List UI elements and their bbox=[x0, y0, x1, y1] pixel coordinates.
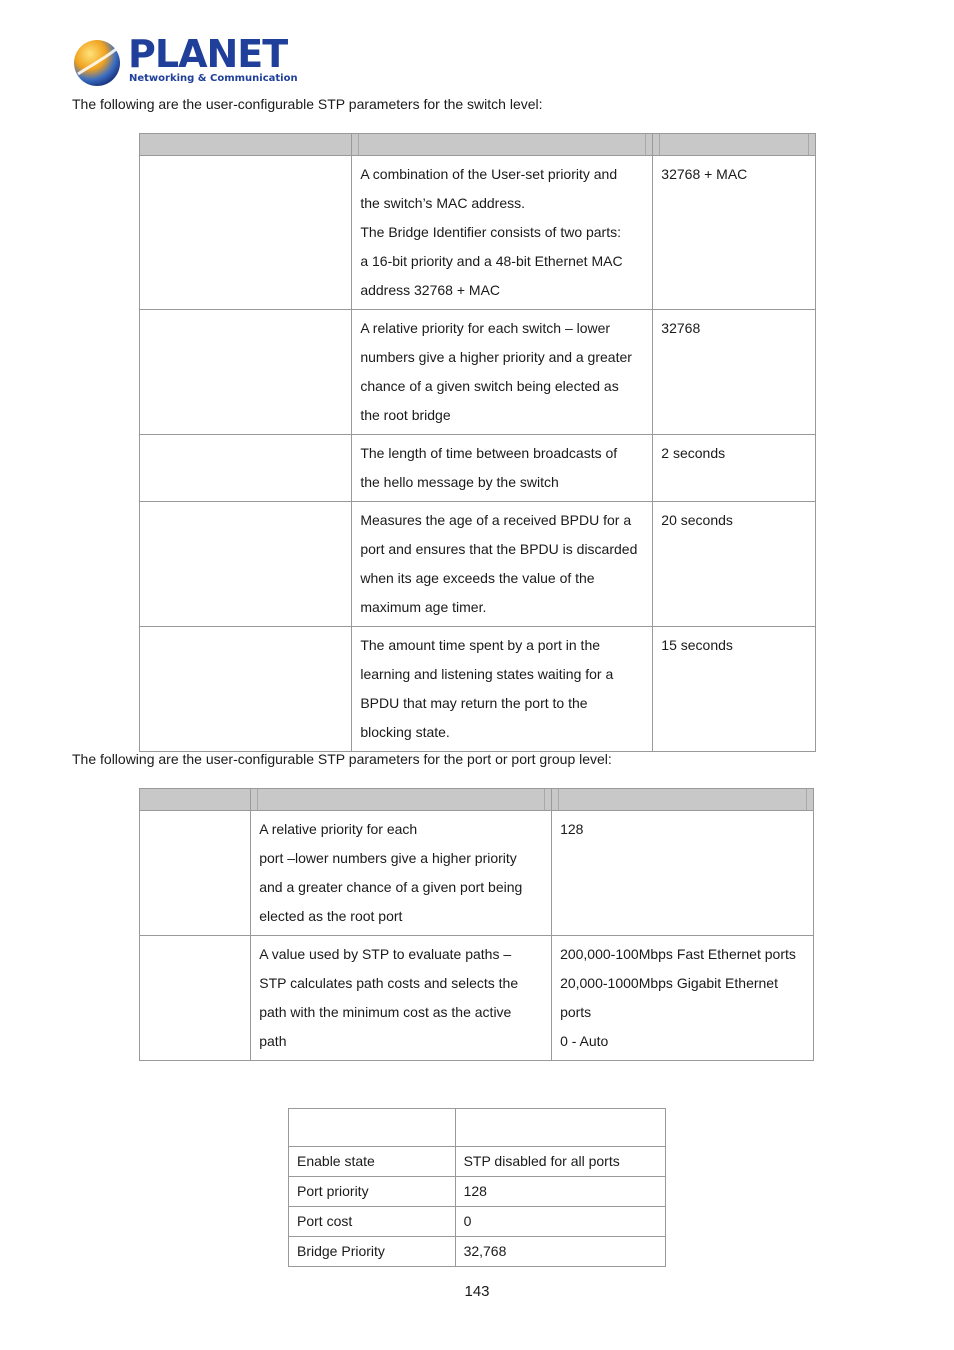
description-cell bbox=[352, 627, 653, 752]
feature-cell: Port priority bbox=[289, 1177, 456, 1207]
description-line: A relative priority for each bbox=[259, 821, 418, 837]
default-cell: 32768 bbox=[653, 310, 816, 435]
parameter-cell bbox=[140, 435, 352, 502]
intro-port-level: The following are the user-configurable STP parameters for the port or port group level: bbox=[72, 751, 612, 767]
description-line: path with the minimum cost as the active bbox=[259, 1004, 512, 1020]
description-line: A combination of the User-set priority and bbox=[360, 166, 618, 182]
default-cell: 20 seconds bbox=[653, 502, 816, 627]
description-cell bbox=[352, 435, 653, 502]
header-cell bbox=[653, 134, 816, 156]
description-line: elected as the root port bbox=[259, 908, 403, 924]
page-number: 143 bbox=[464, 1283, 490, 1300]
default-cell: 15 seconds bbox=[653, 627, 816, 752]
description-line: STP calculates path costs and selects the bbox=[259, 975, 519, 991]
description-line: and a greater chance of a given port being bbox=[259, 879, 523, 895]
table-row bbox=[289, 1147, 666, 1177]
table-header-row bbox=[140, 134, 816, 156]
description-line: the root bridge bbox=[360, 407, 451, 423]
header-cell bbox=[455, 1109, 665, 1147]
description-cell bbox=[352, 502, 653, 627]
stp-defaults-table bbox=[288, 1108, 666, 1267]
description-line: path bbox=[259, 1033, 287, 1049]
description-cell bbox=[352, 310, 653, 435]
table-row bbox=[289, 1207, 666, 1237]
description-line: The Bridge Identifier consists of two parts: bbox=[360, 224, 622, 240]
table-row bbox=[140, 936, 814, 1061]
feature-cell: Port cost bbox=[289, 1207, 456, 1237]
description-line: numbers give a higher priority and a greater bbox=[360, 349, 632, 365]
parameter-cell bbox=[140, 627, 352, 752]
table-header-row bbox=[140, 789, 814, 811]
header-cell bbox=[289, 1109, 456, 1147]
value-cell: STP disabled for all ports bbox=[455, 1147, 665, 1177]
parameter-cell bbox=[140, 502, 352, 627]
table-row bbox=[140, 156, 816, 310]
default-line: 200,000-100Mbps Fast Ethernet ports bbox=[560, 946, 796, 962]
default-cell: 2 seconds bbox=[653, 435, 816, 502]
description-line: A value used by STP to evaluate paths – bbox=[259, 946, 512, 962]
brand-name: PLANET bbox=[128, 32, 288, 76]
description-line: port –lower numbers give a higher priority bbox=[259, 850, 517, 866]
default-line: 0 - Auto bbox=[560, 1033, 609, 1049]
description-line: the switch’s MAC address. bbox=[360, 195, 526, 211]
description-line: maximum age timer. bbox=[360, 599, 487, 615]
description-line: a 16-bit priority and a 48-bit Ethernet MAC bbox=[360, 253, 623, 269]
header-cell bbox=[352, 134, 653, 156]
value-cell: 0 bbox=[455, 1207, 665, 1237]
parameter-cell bbox=[140, 936, 251, 1061]
description-line: chance of a given switch being elected as bbox=[360, 378, 619, 394]
port-parameters-table bbox=[139, 788, 814, 1061]
table-row bbox=[289, 1237, 666, 1267]
brand-tagline: Networking & Communication bbox=[129, 73, 298, 84]
default-line: 20,000-1000Mbps Gigabit Ethernet bbox=[560, 975, 778, 991]
parameter-cell bbox=[140, 156, 352, 310]
description-line: when its age exceeds the value of the bbox=[360, 570, 595, 586]
header-cell bbox=[140, 134, 352, 156]
description-line: The length of time between broadcasts of bbox=[360, 445, 618, 461]
description-line: BPDU that may return the port to the bbox=[360, 695, 588, 711]
description-line: the hello message by the switch bbox=[360, 474, 559, 490]
table-row bbox=[140, 811, 814, 936]
globe-icon bbox=[72, 36, 124, 88]
default-line: ports bbox=[560, 1004, 592, 1020]
table-row bbox=[140, 310, 816, 435]
description-line: port and ensures that the BPDU is discarded bbox=[360, 541, 638, 557]
description-line: The amount time spent by a port in the bbox=[360, 637, 601, 653]
feature-cell: Bridge Priority bbox=[289, 1237, 456, 1267]
intro-switch-level: The following are the user-configurable STP parameters for the switch level: bbox=[72, 96, 543, 112]
description-line: address 32768 + MAC bbox=[360, 282, 501, 298]
description-cell bbox=[251, 936, 552, 1061]
parameter-cell bbox=[140, 310, 352, 435]
default-cell bbox=[552, 936, 814, 1061]
table-header-row bbox=[289, 1109, 666, 1147]
description-line: A relative priority for each switch – lower bbox=[360, 320, 611, 336]
description-cell bbox=[251, 811, 552, 936]
value-cell: 128 bbox=[455, 1177, 665, 1207]
default-line: 128 bbox=[560, 821, 584, 837]
header-cell bbox=[251, 789, 552, 811]
value-cell: 32,768 bbox=[455, 1237, 665, 1267]
header-cell bbox=[140, 789, 251, 811]
parameter-cell bbox=[140, 811, 251, 936]
description-line: blocking state. bbox=[360, 724, 450, 740]
table-row bbox=[140, 435, 816, 502]
planet-logo bbox=[72, 32, 298, 90]
table-row bbox=[289, 1177, 666, 1207]
description-line: Measures the age of a received BPDU for a bbox=[360, 512, 632, 528]
table-row bbox=[140, 627, 816, 752]
description-cell bbox=[352, 156, 653, 310]
description-line: learning and listening states waiting for a bbox=[360, 666, 614, 682]
header-cell bbox=[552, 789, 814, 811]
table-row bbox=[140, 502, 816, 627]
default-cell: 32768 + MAC bbox=[653, 156, 816, 310]
feature-cell: Enable state bbox=[289, 1147, 456, 1177]
default-cell bbox=[552, 811, 814, 936]
switch-parameters-table bbox=[139, 133, 816, 752]
